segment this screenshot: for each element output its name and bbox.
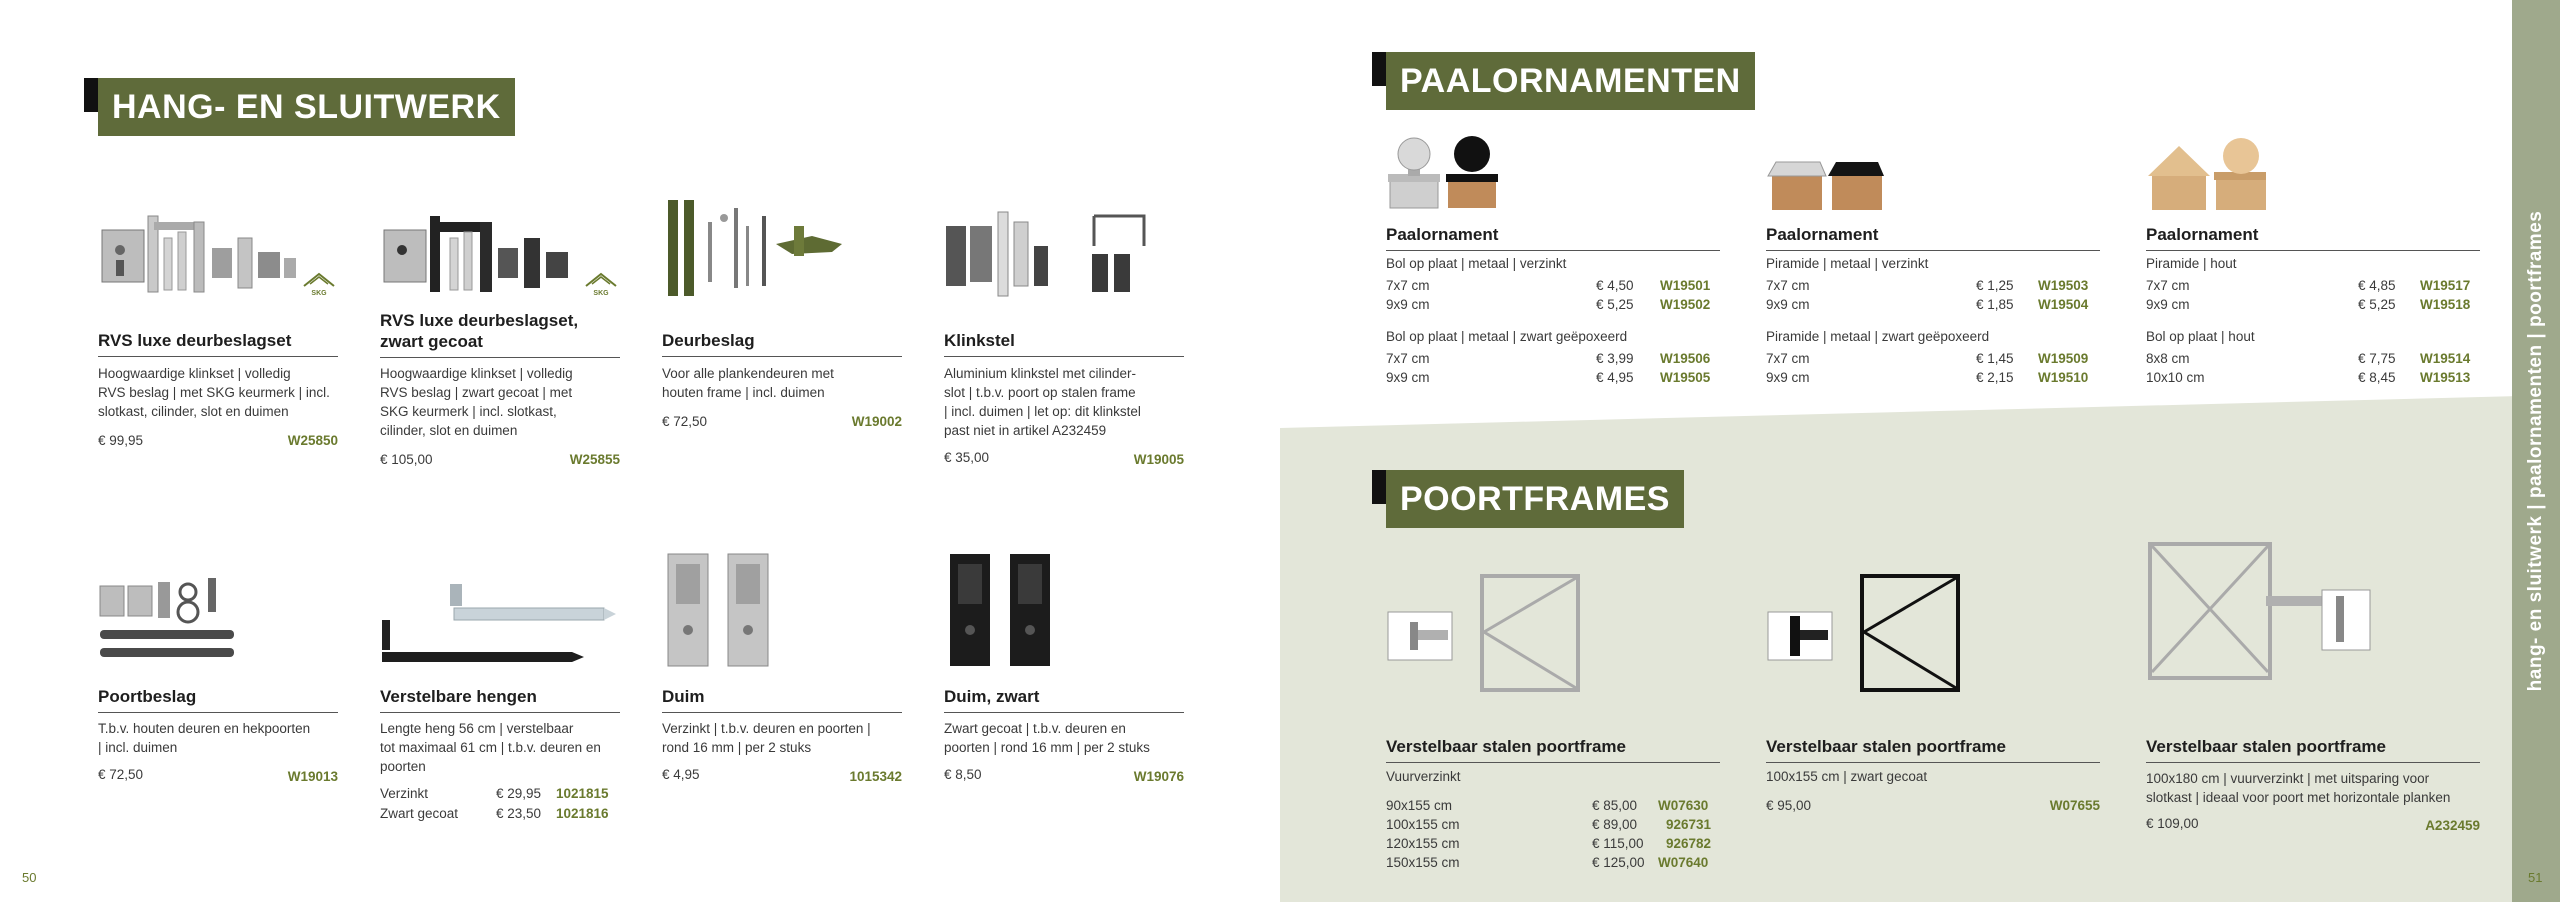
product-title: Poortbeslag (98, 686, 338, 713)
product-description: Voor alle plankendeuren met houten frame | incl. duimen (662, 366, 834, 400)
side-tab-label: hang- en sluitwerk | paalornamenten | poortframes (2525, 210, 2546, 692)
frame-title: Verstelbaar stalen poortframe (1386, 736, 1720, 763)
frame-row: 100x155 cm € 89,00 926731 (1386, 817, 1712, 832)
product-description: Hoogwaardige klinkset | volledig RVS beslag | met SKG keurmerk | incl. slotkast, cilinder, slot en duimen (98, 366, 330, 419)
product-title: Duim (662, 686, 902, 713)
product-code: W19002 (851, 414, 902, 429)
ornament-row: 7x7 cm € 4,85 W19517 (2146, 278, 2471, 293)
frame-code: W07655 (2049, 798, 2100, 813)
section-title-paalornamenten: PAALORNAMENTEN (1386, 52, 1755, 110)
ornament-row: 7x7 cm € 3,99 W19506 (1386, 351, 1711, 366)
page-number-left: 50 (22, 870, 37, 885)
product-title: Deurbeslag (662, 330, 902, 357)
frame-price: € 95,00 (1766, 798, 1812, 813)
product-title: RVS luxe deurbeslagset, zwart gecoat (380, 310, 620, 358)
product-description: Verzinkt | t.b.v. deuren en poorten | rond 16 mm | per 2 stuks (662, 721, 871, 755)
skg-badge-label: SKG (311, 290, 327, 297)
ornament-bol-image (1386, 134, 1506, 210)
ornament-subtitle: Bol op plaat | metaal | verzinkt (1386, 256, 1567, 271)
poortframe-uitsparing-image (2146, 540, 2396, 682)
poortframe-verzinkt-image (1386, 572, 1586, 694)
ornament-title: Paalornament (1386, 224, 1720, 251)
product-description: Zwart gecoat | t.b.v. deuren en poorten | rond 16 mm | per 2 stuks (944, 721, 1150, 755)
product-code: W25855 (569, 452, 620, 467)
frame-price: € 109,00 (2146, 816, 2199, 831)
frame-title: Verstelbaar stalen poortframe (1766, 736, 2100, 763)
duim-image (662, 550, 902, 672)
frame-row: 90x155 cm € 85,00 W07630 (1386, 798, 1709, 813)
product-title: Duim, zwart (944, 686, 1184, 713)
variant-row: Verzinkt € 29,95 1021815 (380, 786, 609, 801)
ornament-row: 9x9 cm € 1,85 W19504 (1766, 297, 2089, 312)
frame-title: Verstelbaar stalen poortframe (2146, 736, 2480, 763)
skg-badge-label: SKG (593, 290, 609, 297)
product-title: Klinkstel (944, 330, 1184, 357)
product-code: W19076 (1133, 769, 1184, 784)
product-price: € 99,95 (98, 433, 144, 448)
ornament-row: 9x9 cm € 5,25 W19518 (2146, 297, 2471, 312)
ornament-title: Paalornament (2146, 224, 2480, 251)
product-description: Aluminium klinkstel met cilinder- slot | t.b.v. poort op stalen frame | incl. duimen | let op: dit klinkstel past niet in artikel A232459 (944, 366, 1141, 438)
section-tab-marker (84, 78, 98, 112)
product-price: € 72,50 (662, 414, 708, 429)
ornament-subtitle: Piramide | hout (2146, 256, 2237, 271)
product-title: Verstelbare hengen (380, 686, 620, 713)
frame-subtitle: Vuurverzinkt (1386, 769, 1461, 784)
skg-badge-icon (584, 272, 618, 292)
section-tab-marker (1372, 52, 1386, 86)
product-code: W25850 (287, 433, 338, 448)
ornament-row: 7x7 cm € 4,50 W19501 (1386, 278, 1711, 293)
ornament-subtitle: Bol op plaat | metaal | zwart geëpoxeerd (1386, 329, 1628, 344)
variant-row: Zwart gecoat € 23,50 1021816 (380, 806, 609, 821)
skg-badge-icon (302, 272, 336, 292)
ornament-row: 9x9 cm € 5,25 W19502 (1386, 297, 1711, 312)
ornament-row: 9x9 cm € 2,15 W19510 (1766, 370, 2089, 385)
product-code: 1015342 (849, 769, 902, 784)
section-title-hang-en-sluitwerk: HANG- EN SLUITWERK (98, 78, 515, 136)
ornament-row: 7x7 cm € 1,45 W19509 (1766, 351, 2089, 366)
product-code: W19013 (287, 769, 338, 784)
duim-zwart-image (944, 550, 1184, 672)
poortbeslag-image (98, 572, 338, 670)
product-description: Lengte heng 56 cm | verstelbaar tot maximaal 61 cm | t.b.v. deuren en poorten (380, 721, 601, 774)
ornament-row: 10x10 cm € 8,45 W19513 (2146, 370, 2471, 385)
ornament-title: Paalornament (1766, 224, 2100, 251)
product-price: € 105,00 (380, 452, 433, 467)
ornament-subtitle: Piramide | metaal | verzinkt (1766, 256, 1929, 271)
ornament-subtitle: Bol op plaat | hout (2146, 329, 2255, 344)
poortframe-zwart-image (1766, 572, 1966, 694)
ornament-row: 8x8 cm € 7,75 W19514 (2146, 351, 2471, 366)
product-description: T.b.v. houten deuren en hekpoorten | incl. duimen (98, 721, 311, 755)
page-number-right: 51 (2528, 870, 2543, 885)
frame-row: 120x155 cm € 115,00 926782 (1386, 836, 1712, 851)
deurbeslag-image (662, 196, 902, 300)
product-price: € 8,50 (944, 767, 982, 782)
frame-subtitle: 100x155 cm | zwart gecoat (1766, 769, 1928, 784)
frame-description: 100x180 cm | vuurverzinkt | met uitsparing voor slotkast | ideaal voor poort met horizontale planken (2146, 771, 2451, 805)
frame-row: 150x155 cm € 125,00 W07640 (1386, 855, 1709, 870)
section-tab-marker (1372, 470, 1386, 504)
ornament-row: 9x9 cm € 4,95 W19505 (1386, 370, 1711, 385)
product-code: W19005 (1133, 452, 1184, 467)
product-description: Hoogwaardige klinkset | volledig RVS beslag | zwart gecoat | met SKG keurmerk | incl. slotkast, cilinder, slot en duimen (380, 366, 573, 438)
klinkstel-image (944, 206, 1184, 298)
product-title: RVS luxe deurbeslagset (98, 330, 338, 357)
product-price: € 35,00 (944, 450, 990, 465)
verstelbare-hengen-image (380, 578, 620, 670)
frame-code: A232459 (2425, 818, 2480, 833)
product-price: € 4,95 (662, 767, 700, 782)
ornament-subtitle: Piramide | metaal | zwart geëpoxeerd (1766, 329, 1990, 344)
ornament-hout-image (2146, 132, 2266, 212)
section-title-poortframes: POORTFRAMES (1386, 470, 1684, 528)
ornament-row: 7x7 cm € 1,25 W19503 (1766, 278, 2089, 293)
ornament-piramide-image (1766, 146, 1886, 210)
product-price: € 72,50 (98, 767, 144, 782)
